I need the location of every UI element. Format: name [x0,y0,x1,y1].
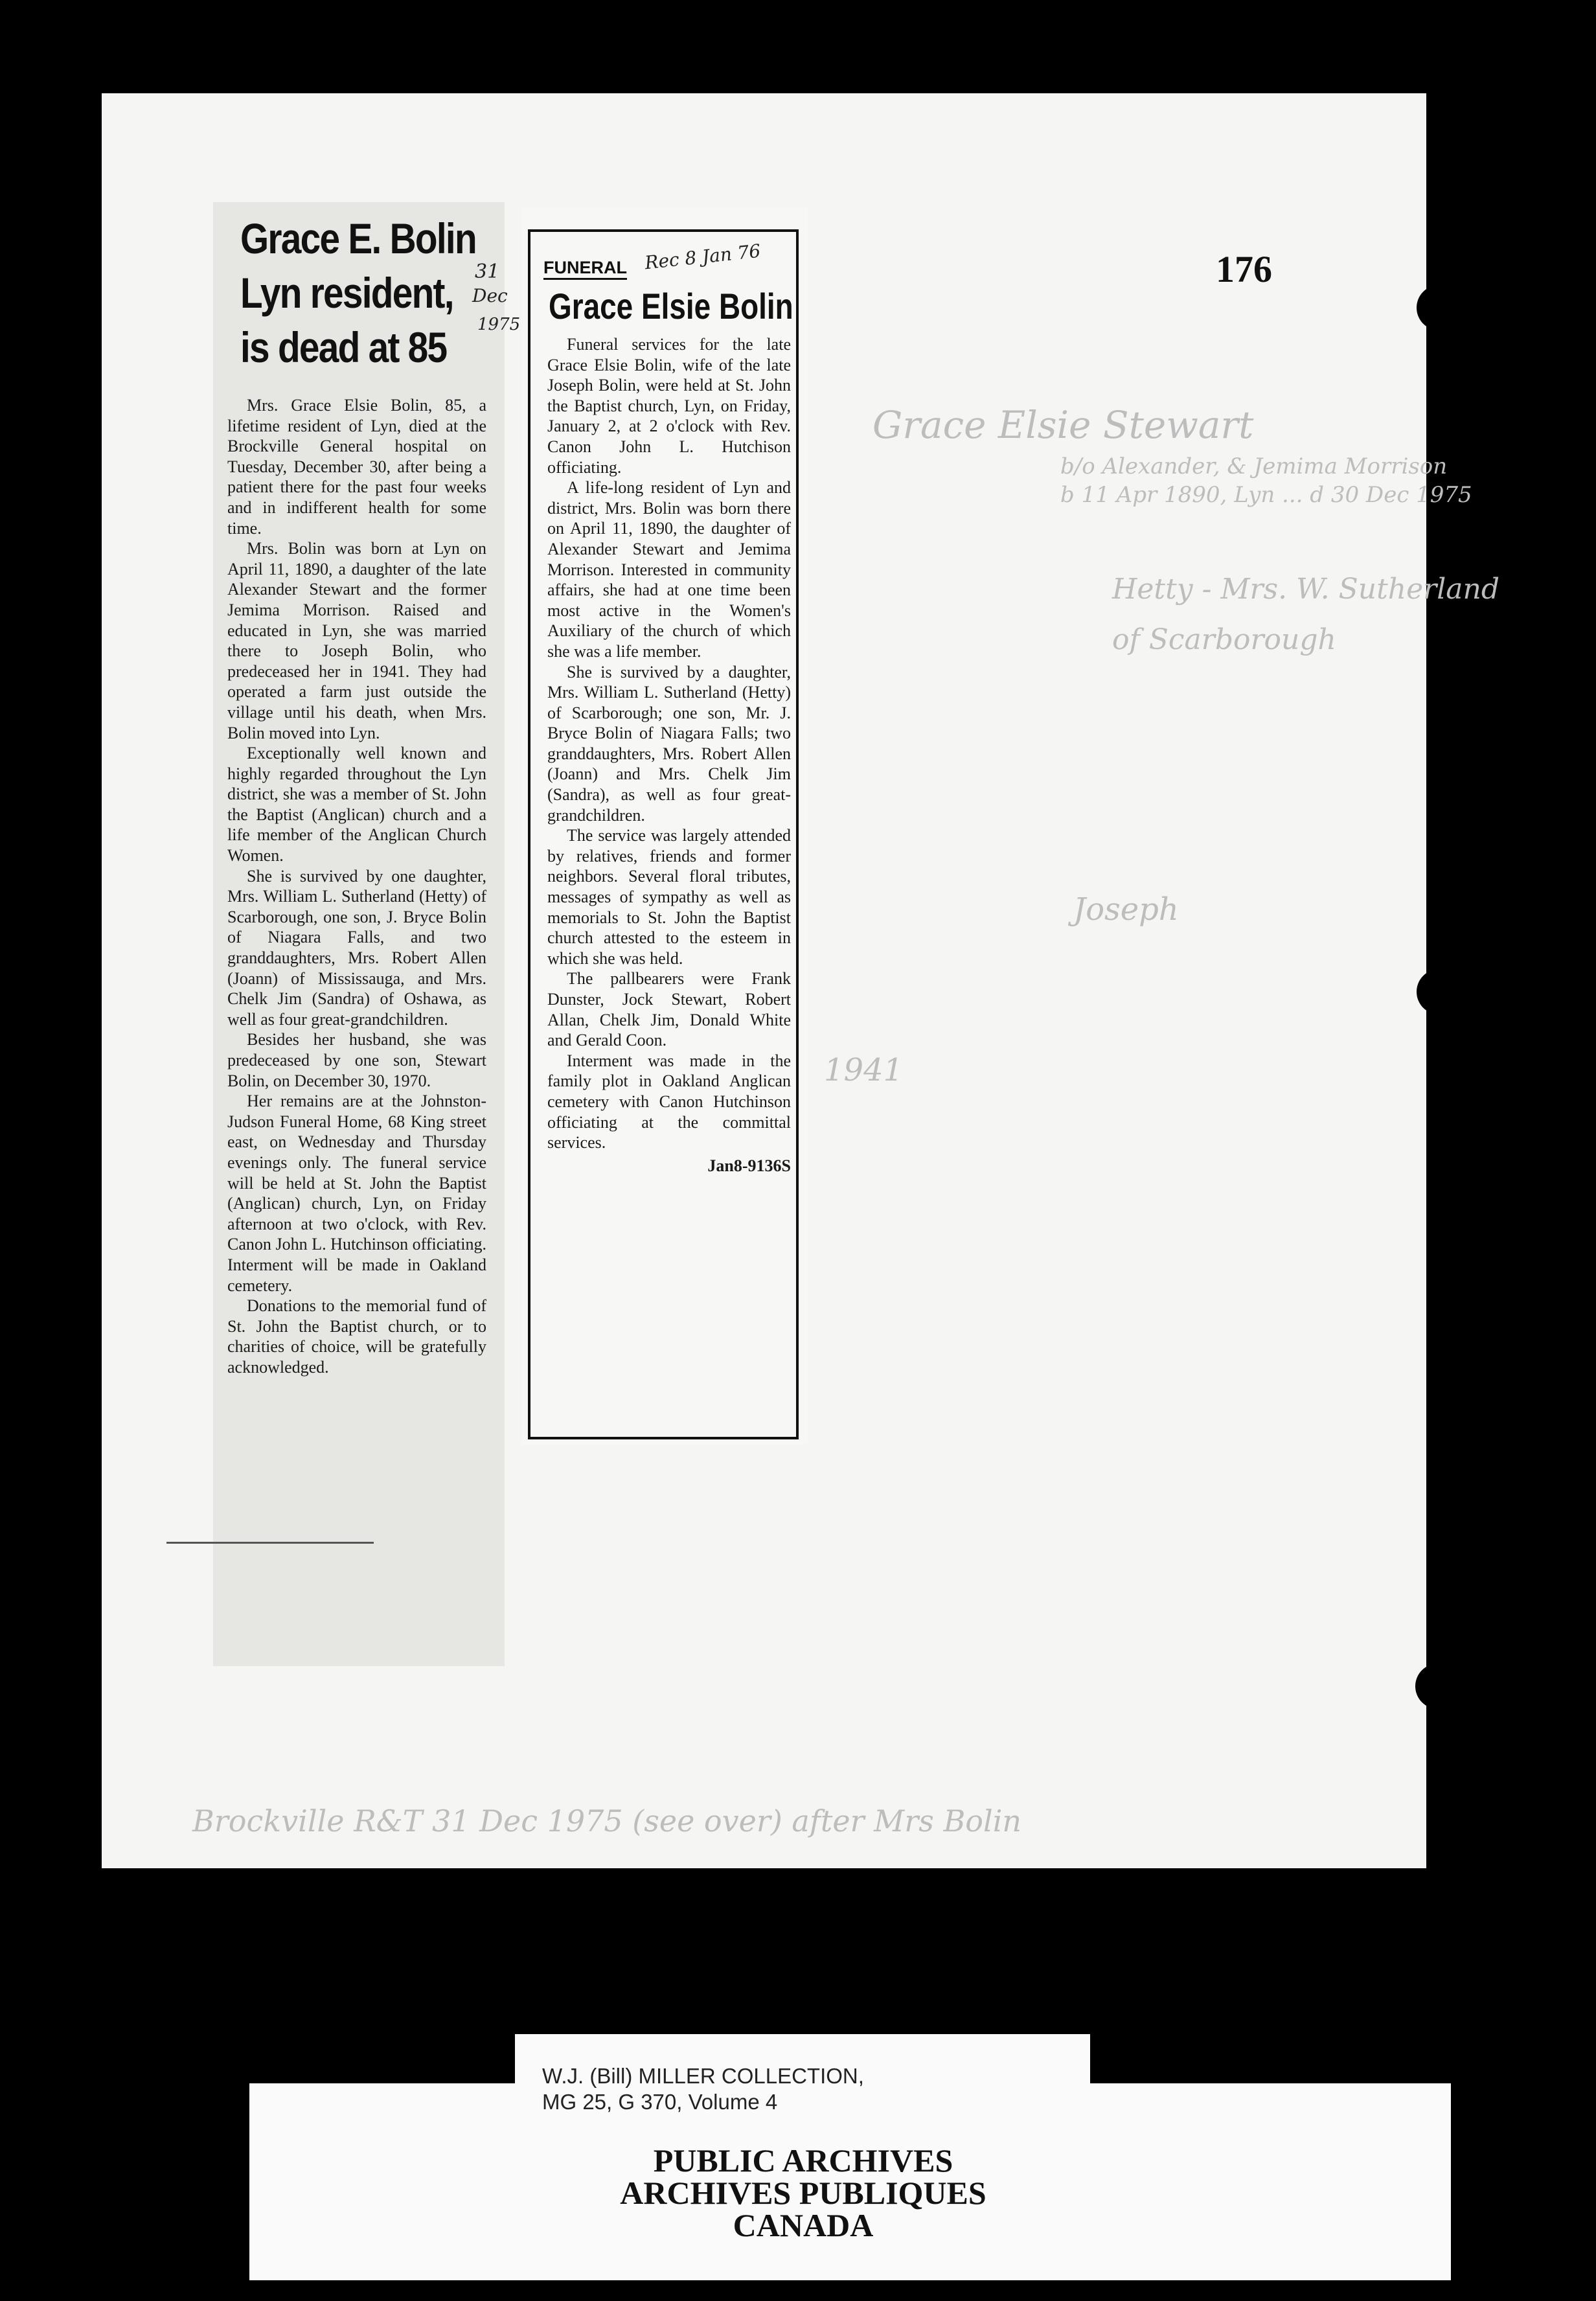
funeral-paragraph: A life-long resident of Lyn and district, Mrs. Bolin was born there on April 11, 1890, the daughter of Alexander Stewart and Jemima Morrison. Interested in community affairs, she had at one time been most active in the Women's Auxiliary of the church of which she was a life member. [547,478,791,661]
obituary-headline [240,211,480,374]
handwritten-received-note: Rec 8 Jan 76 [643,240,762,274]
funeral-notice-body [547,334,791,1176]
notice-code: Jan8-9136S [707,1156,791,1175]
headline-line-1: Grace E. Bolin [240,214,476,262]
handwritten-date-year: 1975 [477,315,521,334]
obituary-paragraph: Besides her husband, she was predeceased by one son, Stewart Bolin, on December 30, 1970. [227,1030,486,1090]
headline-line-3: is dead at 85 [240,323,447,371]
obituary-paragraph: She is survived by one daughter, Mrs. William L. Sutherland (Hetty) of Scarborough, one son, J. Bryce Bolin of Niagara Falls, and two granddaughters, Mrs. Robert Allen (Joann) of Mississauga, and Mrs. Chelk Jim (Sandra) of Oshawa, as well as four great-grandchildren. [227,866,486,1029]
funeral-notice-title: Grace Elsie Bolin [549,286,793,326]
handwritten-year: 1941 [824,1052,904,1088]
binder-hole-middle [1417,969,1462,1014]
handwritten-date-month: Dec [472,285,508,306]
funeral-paragraph: She is survived by a daughter, Mrs. William L. Sutherland (Hetty) of Scarborough; one son, Mr. J. Bryce Bolin of Niagara Falls; two granddaughters, Mrs. Robert Allen (Joann) and Mrs. Chelk Jim (Sandra), as well as four great-grandchildren. [547,662,791,825]
archives-title-line-2: ARCHIVES PUBLIQUES [620,2175,986,2211]
obituary-paragraph: Her remains are at the Johnston-Judson Funeral Home, 68 King street east, on Wednesday and Thursday evenings only. The funeral service will be held at St. John the Baptist (Anglican) church, Lyn, on Friday afternoon at two o'clock, with Rev. Canon John L. Hutchinson officiating. Interment will be made in Oakland cemetery. [227,1092,486,1295]
funeral-paragraph: Interment was made in the family plot in Oakland Anglican cemetery with Canon Hutchinson officiating at the committal services. [547,1051,791,1152]
archives-title-line-1: PUBLIC ARCHIVES [653,2142,953,2179]
funeral-paragraph: Funeral services for the late Grace Elsie Bolin, wife of the late Joseph Bolin, were held at St. John the Baptist church, Lyn, on Friday, January 2, at 2 o'clock with Rev. Canon John L. Hutchison officiating. [547,335,791,477]
archives-title-line-3: CANADA [733,2207,874,2243]
section-label: FUNERAL [543,258,627,280]
scrapbook-page [102,93,1499,1868]
handwritten-date-day: 31 [475,260,500,283]
obituary-paragraph: Mrs. Bolin was born at Lyn on April 11, 1890, a daughter of the late Alexander Stewart and the former Jemima Morrison. Raised and educated in Lyn, she was married there to Joseph Bolin, who predeceased her in 1941. They had operated a farm just outside the village until his death, when Mrs. Bolin moved into Lyn. [227,539,486,742]
handwritten-spouse: Joseph [1073,891,1179,928]
funeral-paragraph: The service was largely attended by relatives, friends and former neighbors. Several floral tributes, messages of sympathy as well as memorials to St. John the Baptist church attested to the esteem in which she was held. [547,826,791,968]
collection-reference [542,2063,864,2115]
funeral-notice-border [528,229,799,1439]
handwritten-source-note: Brockville R&T 31 Dec 1975 (see over) after Mrs Bolin [192,1803,1022,1838]
collection-line-1: W.J. (Bill) MILLER COLLECTION, [542,2064,864,2088]
obituary-paragraph: Mrs. Grace Elsie Bolin, 85, a lifetime resident of Lyn, died at the Brockville General hospital on Tuesday, December 30, after being a patient there for the past four weeks and in indifferent health for some time. [227,396,486,538]
obituary-paragraph: Exceptionally well known and highly regarded throughout the Lyn district, she was a member of St. John the Baptist (Anglican) church and a life member of the Anglican Church Women. [227,744,486,865]
funeral-notice-clipping [521,207,808,1445]
handwritten-note-1: Hetty - Mrs. W. Sutherland [1112,573,1499,606]
clipping-bottom-rule [166,1542,374,1544]
label-notch-left [249,2034,515,2083]
obituary-body [227,395,486,1378]
label-notch-right [1090,2034,1451,2083]
obituary-paragraph: Donations to the memorial fund of St. John the Baptist church, or to charities of choice, will be gratefully acknowledged. [227,1296,486,1377]
handwritten-birth: b 11 Apr 1890, Lyn ... d 30 Dec 1975 [1060,482,1472,508]
archive-label [249,2034,1451,2280]
archives-title [249,2144,1357,2241]
handwritten-name: Grace Elsie Stewart [872,403,1254,447]
binder-hole-bottom [1415,1664,1461,1709]
handwritten-note-2: of Scarborough [1112,623,1336,656]
collection-line-2: MG 25, G 370, Volume 4 [542,2090,778,2114]
page-number: 176 [1216,248,1272,290]
obituary-clipping [213,202,521,1666]
funeral-paragraph: The pallbearers were Frank Dunster, Jock Stewart, Robert Allan, Chelk Jim, Donald White and Gerald Coon. [547,969,791,1050]
headline-line-2: Lyn resident, [240,269,453,317]
binder-hole-top [1417,285,1462,330]
handwritten-parents: b/o Alexander, & Jemima Morrison [1060,453,1448,479]
